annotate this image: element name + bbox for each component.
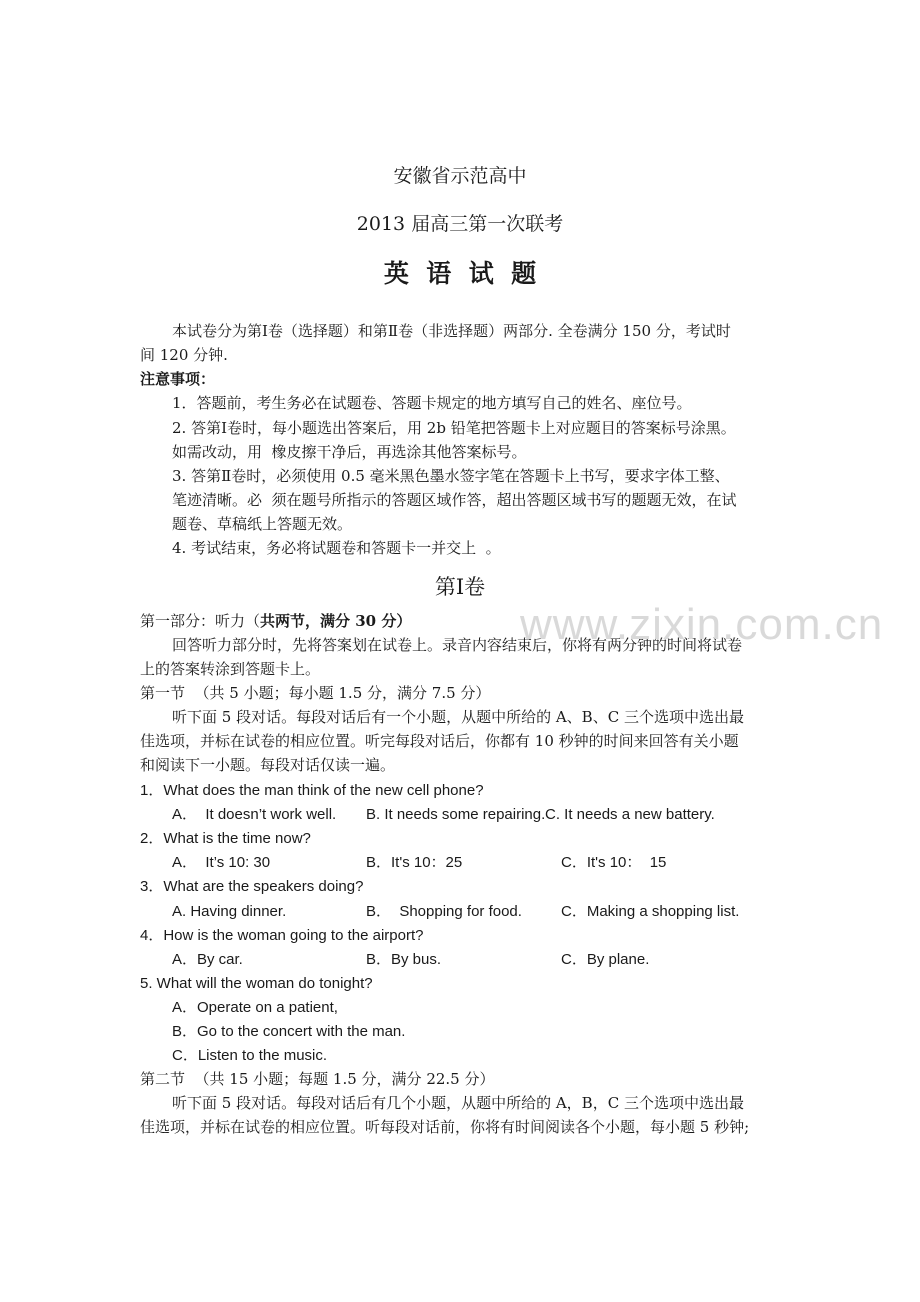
sec1-heading: 第一节 （共 5 小题；每小题 1.5 分，满分 7.5 分） [140,684,491,702]
q4-option-c: C．By plane. [561,951,650,968]
notice-line: 如需改动，用 橡皮擦干净后，再选涂其他答案标号。 [172,443,527,461]
q2-option-c: C．It's 10： 15 [561,854,667,871]
q3-option-b: B． Shopping for food. [366,903,522,920]
part1-heading-bold: 共两节，满分 30 分） [260,612,412,630]
notice-line: 4. 考试结束，务必将试题卷和答题卡一并交上 。 [172,539,501,557]
notice-line: 1．答题前，考生务必在试题卷、答题卡规定的地方填写自己的姓名、座位号。 [172,394,692,412]
q1-option-b: B. It needs some repairing. [366,806,546,823]
q1-option-a: A． It doesn’t work well. [172,806,337,823]
q3-option-a: A. Having dinner. [172,903,287,920]
q5-option-a: A．Operate on a patient, [172,999,338,1016]
q4-option-a: A．By car. [172,951,243,968]
q2-option-b: B．It's 10：25 [366,854,463,871]
q3-option-c: C．Making a shopping list. [561,903,740,920]
notice-line: 题卷、草稿纸上答题无效。 [172,515,353,533]
part1-heading [140,614,411,629]
notice-heading: 注意事项： [140,370,216,388]
q5-option-b: B．Go to the concert with the man. [172,1023,406,1040]
sec1-desc: 听下面 5 段对话。每段对话后有一个小题，从题中所给的 A、B、C 三个选项中选出最 [172,708,744,726]
intro-line-1: 本试卷分为第Ⅰ卷（选择题）和第Ⅱ卷（非选择题）两部分. 全卷满分 150 分，考试时 [172,322,731,340]
q2-option-a: A． It’s 10: 30 [172,854,271,871]
intro-line-2: 间 120 分钟. [140,346,228,364]
notice-line: 3. 答第Ⅱ卷时，必须使用 0.5 毫米黑色墨水签字笔在答题卡上书写，要求字体工整、 [172,467,730,485]
sec1-desc: 和阅读下一小题。每段对话仅读一遍。 [140,756,396,774]
part1-desc: 回答听力部分时，先将答案划在试卷上。录音内容结束后，你将有两分钟的时间将试卷 [172,636,743,654]
sec2-desc: 听下面 5 段对话。每段对话后有几个小题，从题中所给的 A，B，C 三个选项中选出最 [172,1094,744,1112]
header-school: 安徽省示范高中 [393,165,527,187]
question-3: 3．What are the speakers doing? [140,878,364,895]
notice-line: 2. 答第Ⅰ卷时，每小题选出答案后，用 2b 铅笔把答题卡上对应题目的答案标号涂黑。 [172,419,736,437]
section-title: 第Ⅰ卷 [434,575,486,599]
question-1: 1．What does the man think of the new cell phone? [140,782,484,799]
sec1-desc: 佳选项，并标在试卷的相应位置。听完每段对话后，你都有 10 秒钟的时间来回答有关小题 [140,732,739,750]
question-4: 4．How is the woman going to the airport? [140,927,424,944]
header-exam: 2013 届高三第一次联考 [356,213,564,235]
q1-option-c: C. It needs a new battery. [545,806,715,823]
notice-line: 笔迹清晰。必 须在题号所指示的答题区域作答，超出答题区域书写的题题无效，在试 [172,491,737,509]
page-title: 英 语 试 题 [383,259,537,288]
part1-heading-prefix: 第一部分：听力（ [140,612,261,630]
sec2-heading: 第二节 （共 15 小题；每题 1.5 分，满分 22.5 分） [140,1070,495,1088]
q4-option-b: B．By bus. [366,951,442,968]
q5-option-c: C．Listen to the music. [172,1047,328,1064]
watermark: www.zixin.com.cn [520,600,884,649]
part1-desc: 上的答案转涂到答题卡上。 [140,660,321,678]
question-2: 2．What is the time now? [140,830,311,847]
question-5: 5. What will the woman do tonight? [140,975,373,992]
sec2-desc: 佳选项，并标在试卷的相应位置。听每段对话前，你将有时间阅读各个小题，每小题 5 秒钟; [140,1118,750,1136]
